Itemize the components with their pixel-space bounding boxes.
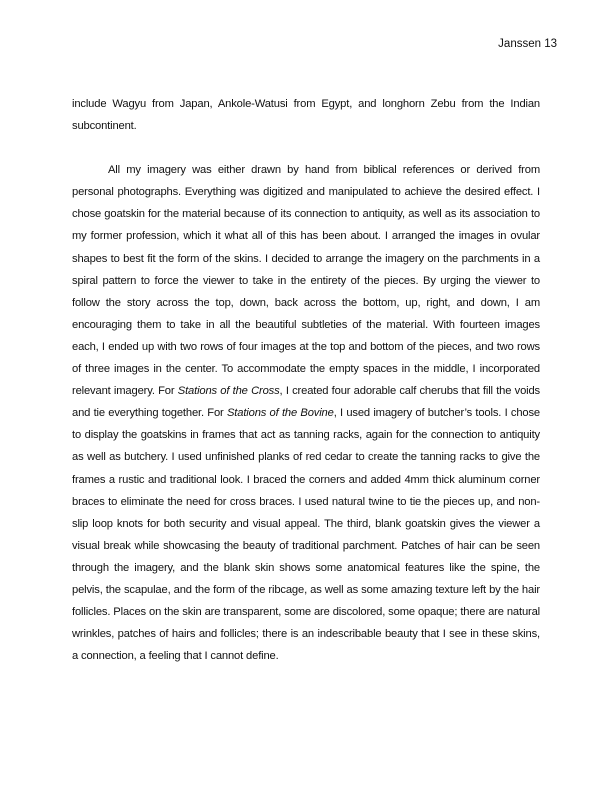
artwork-title-stations-of-the-bovine: Stations of the Bovine	[226, 407, 334, 420]
body-text	[72, 93, 540, 667]
paragraph-continuation: include Wagyu from Japan, Ankole-Watusi from Egypt, and longhorn Zebu from the Indian subcontinent.	[72, 98, 540, 133]
running-head-page-number: Janssen 13	[498, 38, 557, 50]
paragraph-text-segment: , I used imagery of butcher’s tools. I chose to display the goatskins in frames that act as tanning racks, again for the connection to antiquity as well as butchery. I used unfinished planks of red cedar to create the tanning racks to give the frames a rustic and traditional look. I braced the corners and added 4mm thick aluminum corner braces to eliminate the need for cross braces. I used natural twine to tie the pieces up, and non-slip loop knots for both security and visual appeal. The third, blank goatskin gives the viewer a visual break while showcasing the beauty of traditional parchment. Patches of hair can be seen through the imagery, and the blank skin shows some anatomical features like the spine, the pelvis, the scapulae, and the form of the ribcage, as well as some amazing texture left by the hair follicles. Places on the skin are transparent, some are discolored, some opaque; there are natural wrinkles, patches of hairs and follicles; there is an indescribable beauty that I see in these skins, a connection, a feeling that I cannot define.	[72, 407, 541, 663]
artwork-title-stations-of-the-cross: Stations of the Cross	[177, 385, 280, 398]
paragraph-text-segment: , I created four adorable calf cherubs that fill the voids and tie everything together. For	[72, 385, 540, 420]
paragraph-text-segment: All my imagery was either drawn by hand from biblical references or derived from personal photographs. Everything was digitized and manipulated to achieve the desired effect. I chose goatskin for the material because of its connection to antiquity, as well as its association to my former profession, which it what all of this has been about. I arranged the images in ovular shapes to best fit the form of the skins. I decided to arrange the imagery on the parchments in a spiral pattern to force the viewer to take in the entirety of the pieces. By urging the viewer to follow the story across the top, down, back across the bottom, up, right, and down, I am encouraging them to take in all the beautiful subtleties of the material. With fourteen images each, I ended up with two rows of four images at the top and bottom of the pieces, and two rows of three images in the center. To accommodate the empty spaces in the middle, I incorporated relevant imagery. For	[72, 164, 540, 398]
paragraph-artist-process	[72, 159, 540, 667]
